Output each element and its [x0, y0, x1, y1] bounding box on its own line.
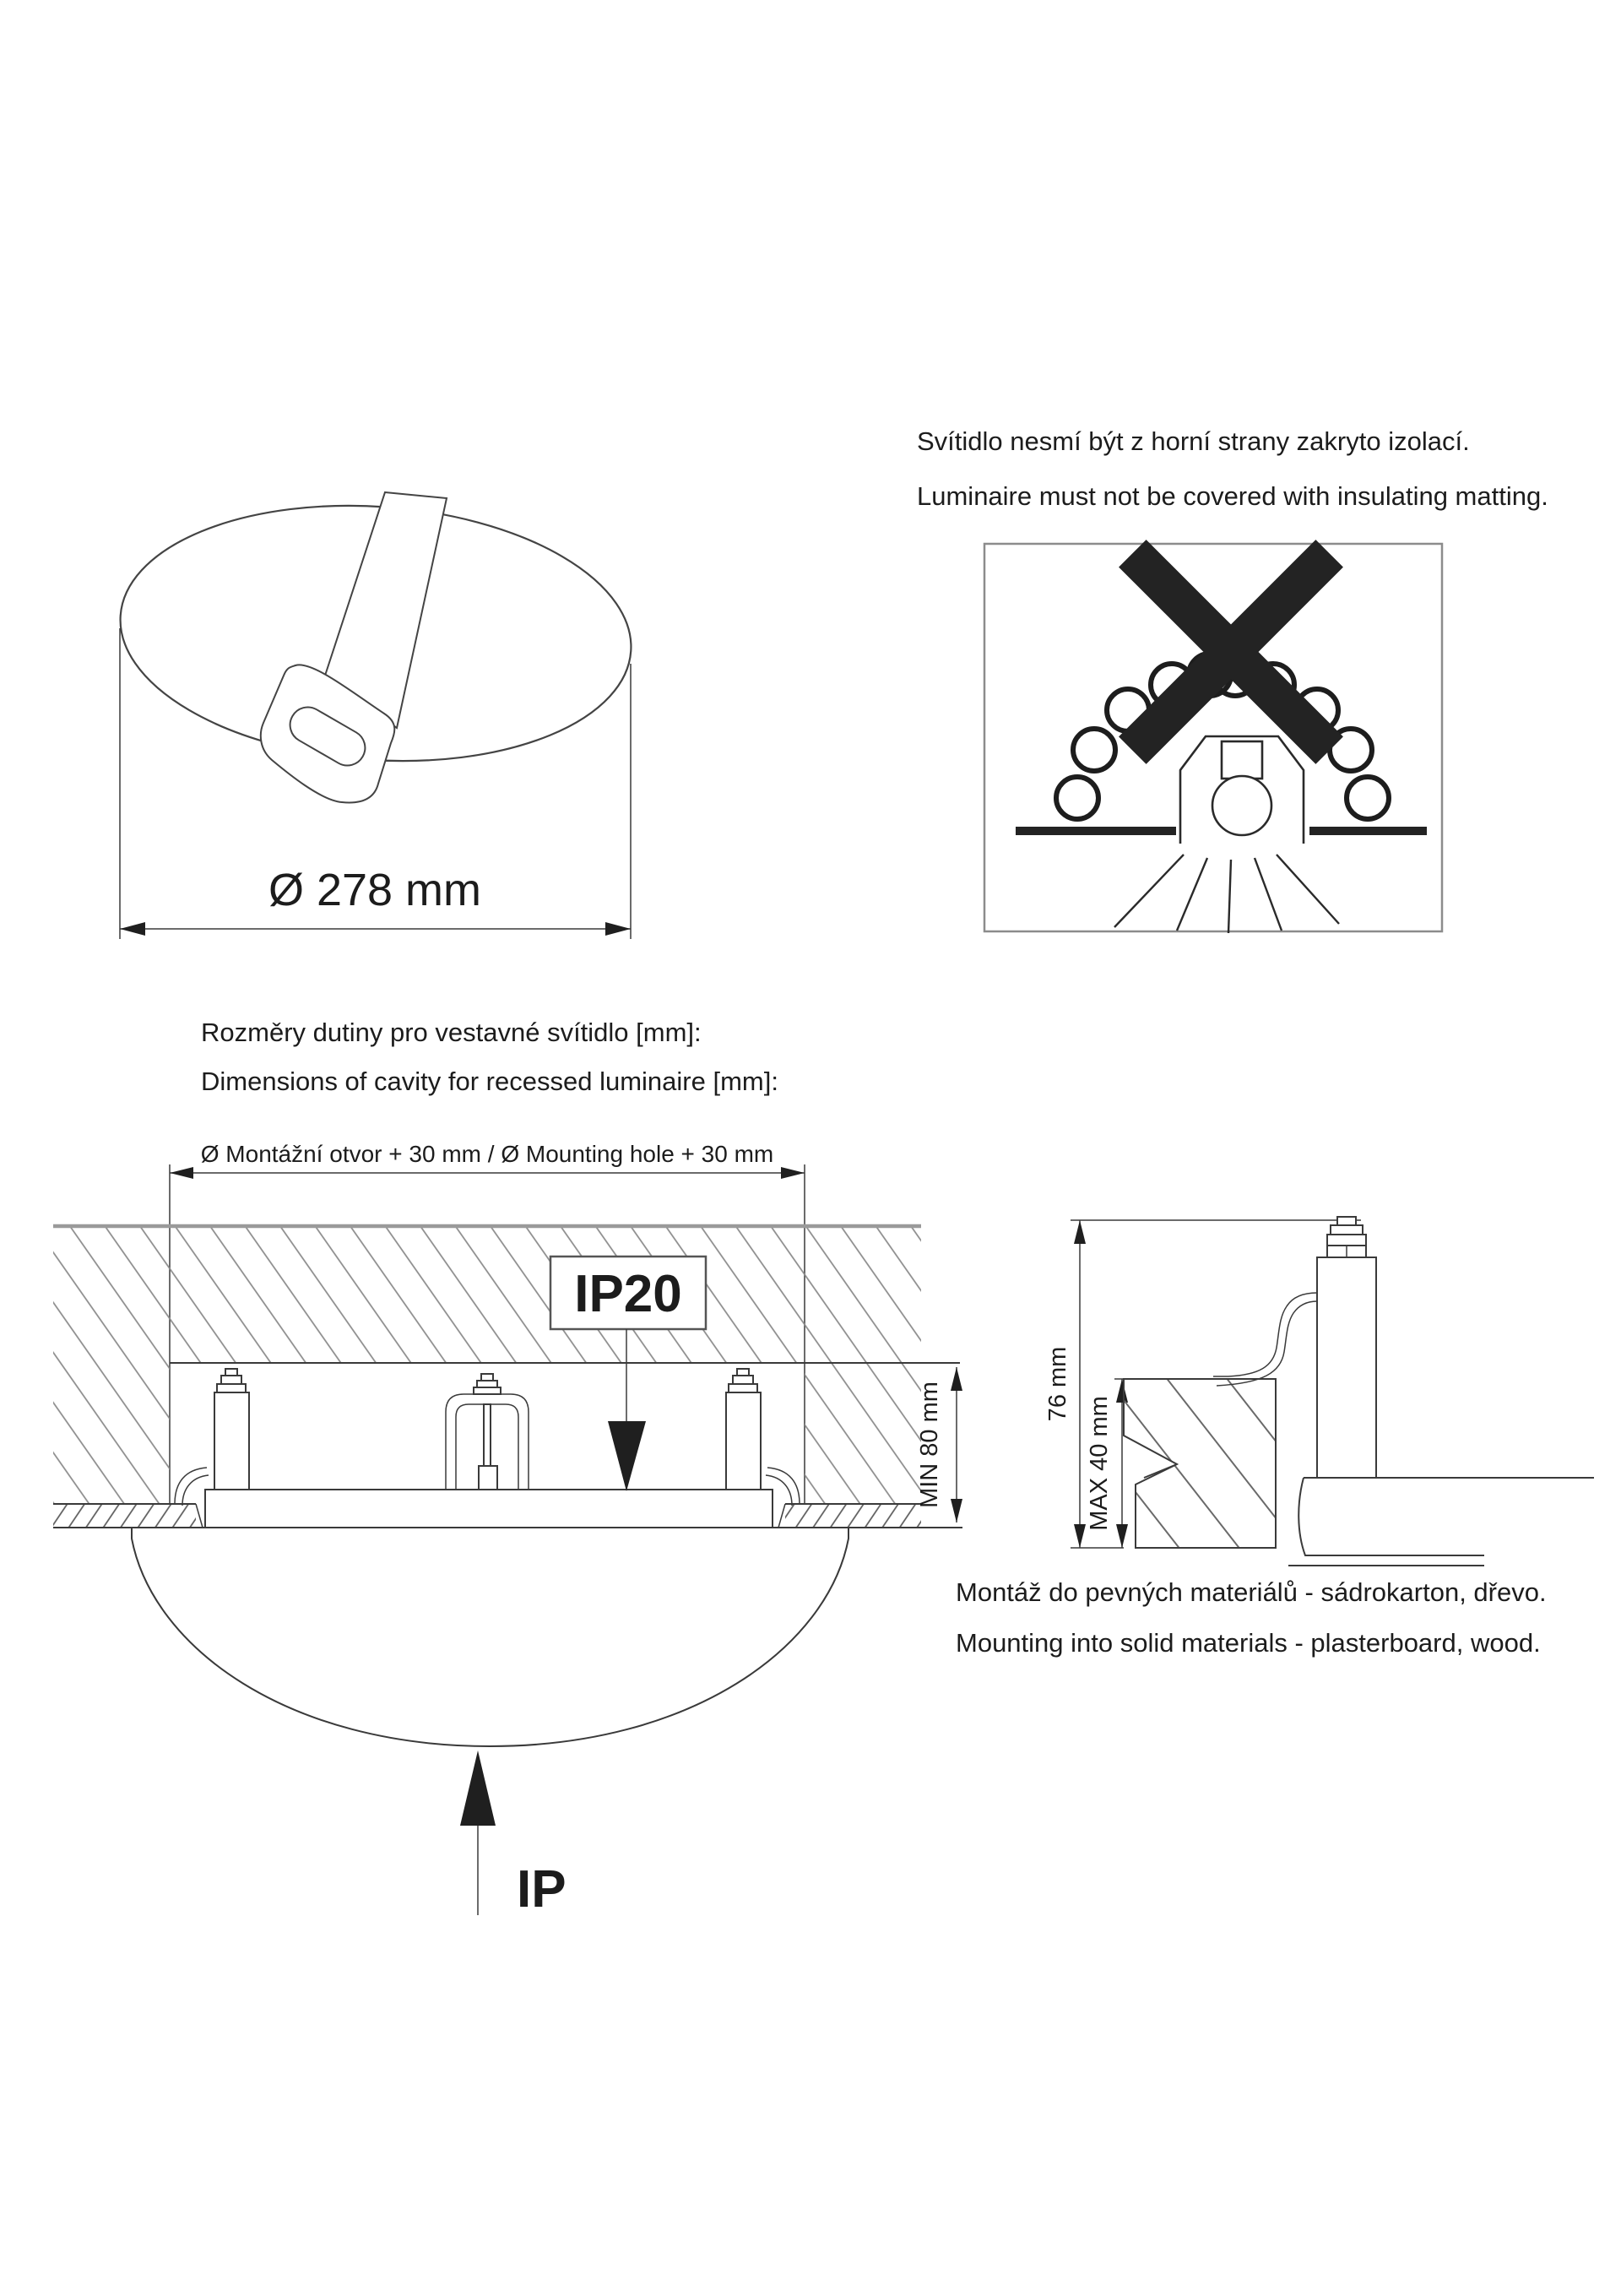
- mounting-note: [956, 1577, 1547, 1658]
- spring-clip-left: [175, 1468, 209, 1506]
- dimension-arrow-left-icon: [170, 1167, 193, 1179]
- screw-nut: [1327, 1217, 1366, 1257]
- warning-note-cs: Svítidlo nesmí být z horní strany zakryto izolací.: [917, 426, 1470, 456]
- center-mounting-bracket: [446, 1374, 529, 1490]
- dimension-arrow-right-icon: [605, 922, 631, 936]
- min-depth-label: MIN 80 mm: [916, 1381, 943, 1508]
- top-view-drawing: [111, 489, 639, 939]
- screw-post-right: [726, 1369, 761, 1490]
- lamp-holder: [1222, 741, 1262, 779]
- height-label: 76 mm: [1044, 1346, 1071, 1422]
- mounting-note-cs: Montáž do pevných materiálů - sádrokarton, dřevo.: [956, 1577, 1547, 1607]
- side-detail-drawing: [1044, 1217, 1594, 1566]
- bulb: [1212, 776, 1271, 835]
- ip-label: IP: [517, 1860, 567, 1919]
- ip20-badge: [550, 1257, 706, 1329]
- ceiling-line-right: [1309, 827, 1427, 835]
- flange-profile: [1288, 1478, 1484, 1566]
- cavity-heading-en: Dimensions of cavity for recessed luminaire [mm]:: [201, 1067, 778, 1096]
- cavity-heading-cs: Rozměry dutiny pro vestavné svítidlo [mm]:: [201, 1018, 702, 1047]
- plasterboard-strip-left: [53, 1504, 203, 1528]
- screw-housing: [1317, 1257, 1376, 1478]
- max-thickness-dimension: [1086, 1379, 1128, 1548]
- diffuser-dome: [132, 1528, 848, 1746]
- mounting-board-block: [1124, 1379, 1276, 1548]
- min-depth-dimension: [916, 1367, 962, 1523]
- spring-clip: [1213, 1293, 1317, 1386]
- cavity-heading: [201, 1018, 778, 1096]
- cavity-section-drawing: [53, 1141, 962, 1919]
- warning-note-en: Luminaire must not be covered with insulating matting.: [917, 481, 1548, 511]
- max-thickness-label: MAX 40 mm: [1086, 1396, 1113, 1531]
- ip-arrow-icon: [460, 1750, 496, 1826]
- luminaire-base-plate: [205, 1490, 773, 1528]
- ip20-label: IP20: [574, 1265, 682, 1323]
- insulation-warning: [917, 426, 1548, 933]
- screw-post-left: [214, 1369, 249, 1490]
- ceiling-line-left: [1016, 827, 1176, 835]
- diameter-label: Ø 278 mm: [268, 865, 482, 915]
- ip20-pointer-arrow-icon: [608, 1421, 646, 1491]
- dimension-arrow-right-icon: [781, 1167, 805, 1179]
- dimension-arrow-left-icon: [120, 922, 145, 936]
- mounting-hole-label: Ø Montážní otvor + 30 mm / Ø Mounting hole + 30 mm: [200, 1141, 774, 1167]
- mounting-note-en: Mounting into solid materials - plasterboard, wood.: [956, 1628, 1541, 1658]
